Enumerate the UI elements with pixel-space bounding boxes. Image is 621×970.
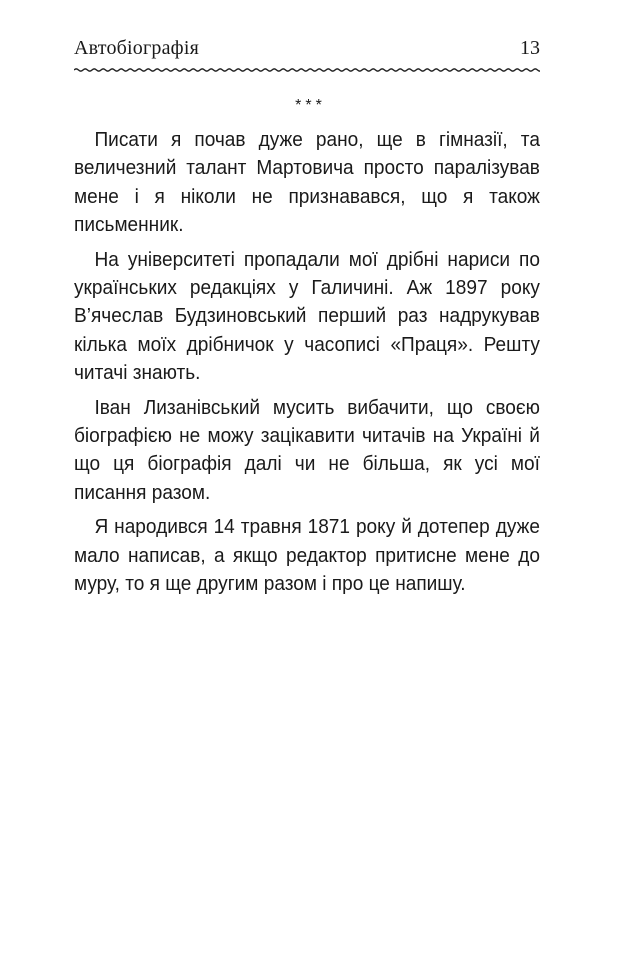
running-title: Автобіографія [74, 37, 199, 59]
running-header [74, 37, 540, 67]
paragraph: Іван Лизанівський мусить вибачити, що своєю біографією не можу зацікавити читачів на Україні й що ця біографія далі чи не більша, як усі мої писання разом. [74, 395, 540, 504]
wavy-header-rule [74, 64, 540, 76]
body-text [74, 126, 540, 605]
page-number: 13 [520, 37, 540, 59]
paragraph: Писати я почав дуже рано, ще в гімназії, та величезний талант Мартовича просто паралізував мене і я ніколи не признавався, що я також письменник. [74, 128, 540, 237]
paragraph: На університеті пропадали мої дрібні нариси по українських редакціях у Галичині. Аж 1897 року В’ячеслав Будзиновський перший раз надрукував кілька моїх дрібничок у часописі «Праця». Решту читачі знають. [74, 247, 540, 385]
paragraph: Я народився 14 травня 1871 року й дотепер дуже мало написав, а якщо редактор притисне мене до муру, то я ще другим разом і про це напишу. [74, 515, 540, 596]
section-divider: *** [295, 97, 326, 114]
